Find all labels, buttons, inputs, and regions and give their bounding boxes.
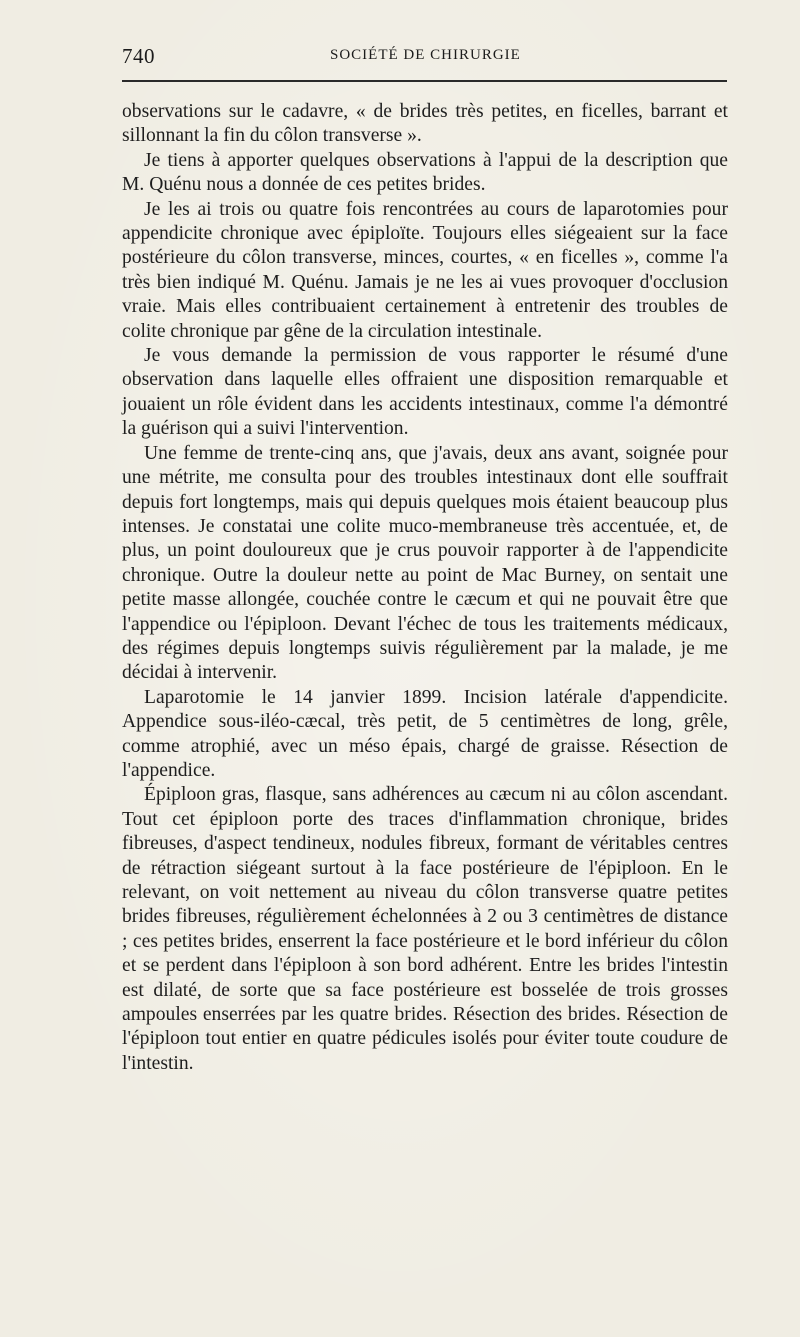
header-rule: [122, 80, 727, 82]
paragraph-1: observations sur le cadavre, « de brides très petites, en ficelles, barrant et sillonnant la fin du côlon transverse ».: [122, 101, 728, 147]
paragraph-7: Épiploon gras, flasque, sans adhérences au cæcum ni au côlon ascendant. Tout cet épiploon porte des traces d'inflammation chronique, brides fibreuses, d'aspect tendineux, nodules fibreux, formant de véritables centres de rétraction siégeant surtout à la face postérieure de l'épiploon. En le relevant, on voit nettement au niveau du côlon transverse quatre petites brides fibreuses, régulièrement échelonnées à 2 ou 3 centimètres de distance ; ces petites brides, enserrent la face postérieure et le bord inférieur du côlon et se perdent dans l'épiploon à son bord adhérent. Entre les brides l'intestin est dilaté, de sorte que sa face postérieure est bosselée de trois grosses ampoules enserrées par les quatre brides. Résection des brides. Résection de l'épiploon tout entier en quatre pédicules isolés pour éviter toute coudure de l'intestin.: [122, 784, 728, 1074]
page-number: 740: [122, 44, 155, 68]
paragraph-5: Une femme de trente-cinq ans, que j'avais, deux ans avant, soignée pour une métrite, me consulta pour des troubles intestinaux dont elle souffrait depuis fort longtemps, mais qui depuis quelques mois étaient beaucoup plus intenses. Je constatai une colite muco-membraneuse très accentuée, et, de plus, un point douloureux que je crus pouvoir rapporter à de l'appendicite chronique. Outre la douleur nette au point de Mac Burney, on sentait une petite masse allongée, couchée contre le cæcum et qui ne pouvait être que l'appendice ou l'épiploon. Devant l'échec de tous les traitements médicaux, des régimes depuis longtemps suivis régulièrement par la malade, je me décidai à intervenir.: [122, 442, 728, 684]
paragraph-3: Je les ai trois ou quatre fois rencontrées au cours de laparotomies pour appendicite chronique avec épiploïte. Toujours elles siégeaient sur la face postérieure du côlon transverse, minces, courtes, « en ficelles », comme l'a très bien indiqué M. Quénu. Jamais je ne les ai vues provoquer d'occlusion vraie. Mais elles contribuaient certainement à entretenir des troubles de colite chronique par gêne de la circulation intestinale.: [122, 198, 728, 342]
paragraph-2: Je tiens à apporter quelques observations à l'appui de la description que M. Quénu nous a donnée de ces petites brides.: [122, 149, 728, 196]
paragraph-4: Je vous demande la permission de vous rapporter le résumé d'une observation dans laquelle elles offraient une disposition remarquable et jouaient un rôle évident dans les accidents intestinaux, comme l'a démontré la guérison qui a suivi l'intervention.: [122, 345, 728, 440]
running-head: SOCIÉTÉ DE CHIRURGIE: [330, 47, 521, 63]
page-header: [122, 44, 728, 70]
paragraph-6: Laparotomie le 14 janvier 1899. Incision latérale d'appendicite. Appendice sous-iléo-cæcal, très petit, de 5 centimètres de long, grêle, comme atrophié, avec un méso épais, chargé de graisse. Résection de l'appendice.: [122, 686, 728, 781]
body-text: [122, 100, 728, 1076]
